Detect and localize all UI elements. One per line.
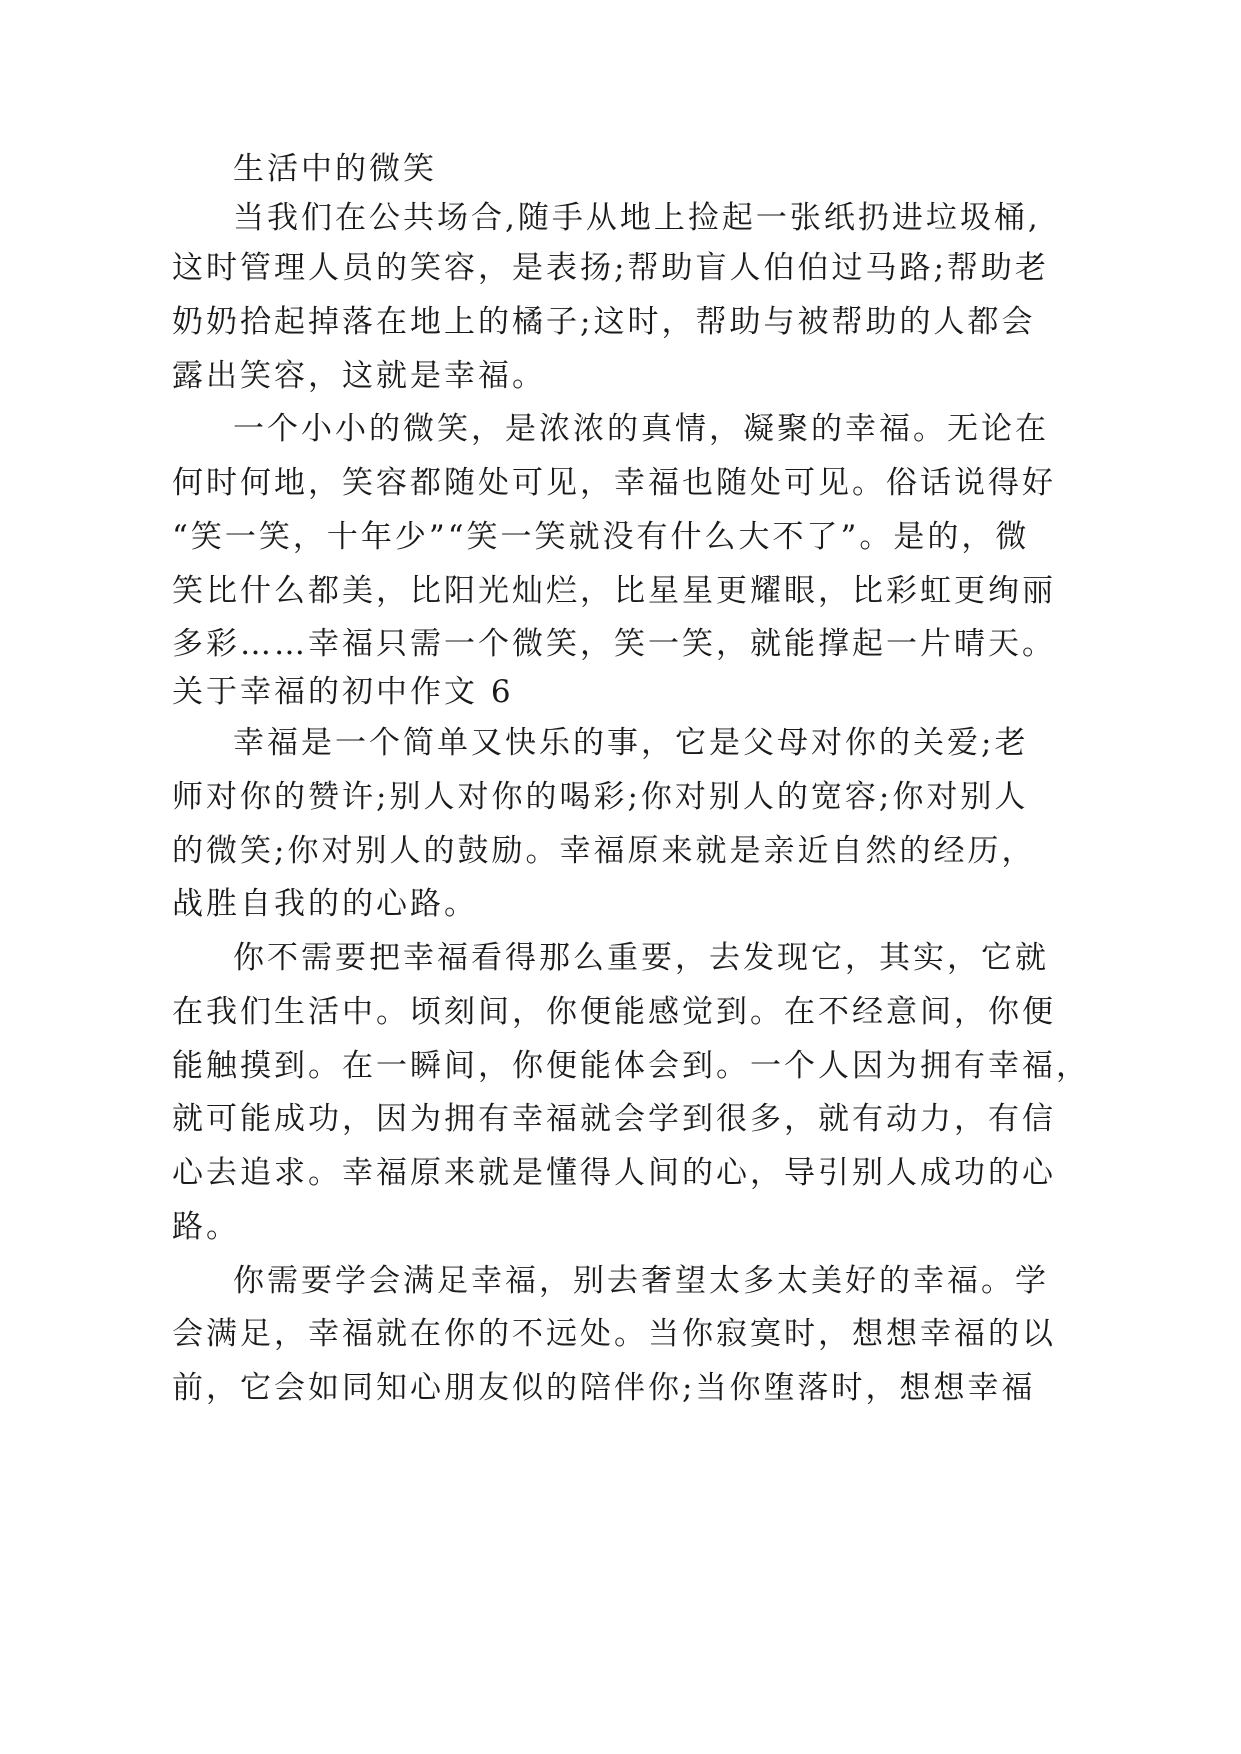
text-line: 在我们生活中。顷刻间，你便能感觉到。在不经意间，你便 <box>172 994 1056 1030</box>
text-line: 多彩……幸福只需一个微笑，笑一笑，就能撑起一片晴天。 <box>172 626 1056 662</box>
text-line: 你不需要把幸福看得那么重要，去发现它，其实，它就 <box>233 940 1049 976</box>
section-heading: 关于幸福的初中作文 6 <box>172 674 514 710</box>
text-line: 战胜自我的的心路。 <box>172 886 478 922</box>
text-line: 当我们在公共场合,随手从地上捡起一张纸扔进垃圾桶, <box>233 200 1041 236</box>
essay-title: 生活中的微笑 <box>233 151 437 187</box>
text-line: 何时何地，笑容都随处可见，幸福也随处可见。俗话说得好 <box>172 465 1056 501</box>
text-line: 露出笑容，这就是幸福。 <box>172 358 546 394</box>
text-line: 会满足，幸福就在你的不远处。当你寂寞时，想想幸福的以 <box>172 1316 1056 1352</box>
text-line: 路。 <box>172 1209 240 1245</box>
text-line: 前，它会如同知心朋友似的陪伴你;当你堕落时，想想幸福 <box>172 1370 1036 1406</box>
text-line: 能触摸到。在一瞬间，你便能体会到。一个人因为拥有幸福， <box>172 1048 1090 1084</box>
text-line: 心去追求。幸福原来就是懂得人间的心，导引别人成功的心 <box>172 1155 1056 1191</box>
text-line: 笑比什么都美，比阳光灿烂，比星星更耀眼，比彩虹更绚丽 <box>172 573 1056 609</box>
text-line: 的微笑;你对别人的鼓励。幸福原来就是亲近自然的经历， <box>172 833 1036 869</box>
text-line: “笑一笑，十年少”“笑一笑就没有什么大不了”。是的，微 <box>172 519 1030 555</box>
text-line: 就可能成功，因为拥有幸福就会学到很多，就有动力，有信 <box>172 1101 1056 1137</box>
text-line: 你需要学会满足幸福，别去奢望太多太美好的幸福。学 <box>233 1263 1049 1299</box>
text-line: 这时管理人员的笑容，是表扬;帮助盲人伯伯过马路;帮助老 <box>172 250 1049 286</box>
text-line: 师对你的赞许;别人对你的喝彩;你对别人的宽容;你对别人 <box>172 779 1029 815</box>
text-line: 一个小小的微笑，是浓浓的真情，凝聚的幸福。无论在 <box>233 411 1049 447</box>
text-line: 幸福是一个简单又快乐的事，它是父母对你的关爱;老 <box>233 725 1029 761</box>
text-line: 奶奶拾起掉落在地上的橘子;这时，帮助与被帮助的人都会 <box>172 304 1036 340</box>
